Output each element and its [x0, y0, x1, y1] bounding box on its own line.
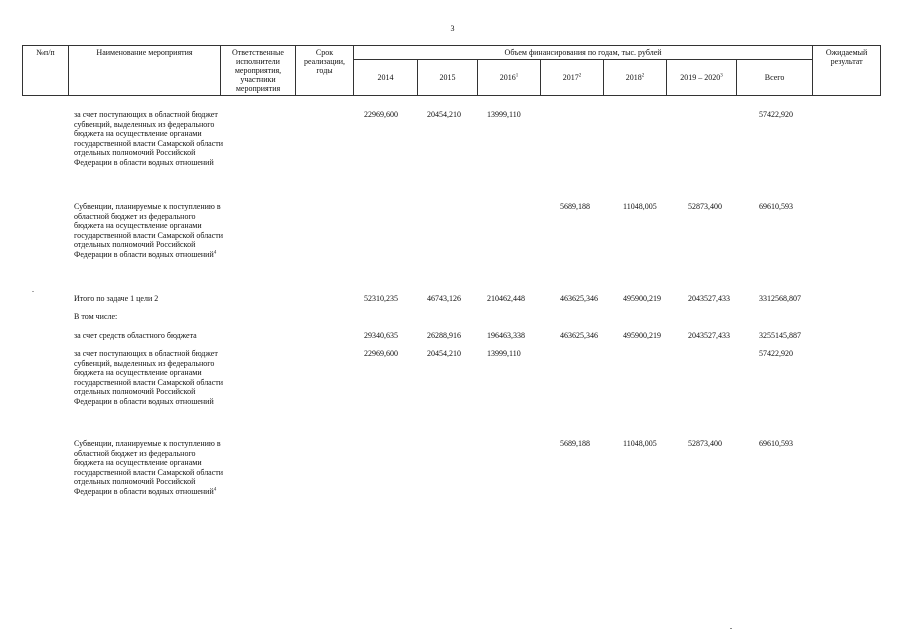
cell-2016: 210462,448	[487, 294, 525, 303]
year-2016-label: 2016	[499, 73, 516, 82]
cell-2015: 26288,916	[427, 331, 461, 340]
year-2018-label: 2018	[625, 73, 642, 82]
cell-2018: 11048,005	[623, 202, 657, 211]
header-number: №п/п	[23, 46, 69, 96]
cell-total: 57422,920	[759, 110, 793, 119]
row-description-text: Субвенции, планируемые к поступлению в областной бюджет из федерального бюджета на осуществление органами государственной власти Самарской области отдельных полномочий Российской Федерации в области водных отношений	[74, 439, 224, 496]
row-description: В том числе:	[74, 312, 118, 321]
header-funding: Объем финансирования по годам, тыс. рублей	[354, 46, 813, 60]
cell-2014: 22969,600	[364, 110, 398, 119]
cell-2018: 11048,005	[623, 439, 657, 448]
cell-2019-2020: 52873,400	[688, 439, 722, 448]
header-total: Всего	[737, 60, 813, 96]
row-description	[74, 439, 226, 496]
cell-2018: 495900,219	[623, 331, 661, 340]
header-result: Ожидаемый результат	[813, 46, 881, 96]
row-description	[74, 202, 226, 259]
row-description: за счет средств областного бюджета	[74, 331, 197, 340]
cell-2017: 463625,346	[560, 294, 598, 303]
table-header	[22, 45, 881, 96]
scan-mark	[730, 628, 732, 629]
cell-2017: 5689,188	[560, 439, 590, 448]
cell-2015: 20454,210	[427, 349, 461, 358]
year-2019-2020-footnote: 3	[720, 73, 723, 79]
header-responsible: Ответственные исполнители мероприятия, участники мероприятия	[221, 46, 296, 96]
row-description: Итого по задаче 1 цели 2	[74, 294, 159, 303]
cell-2015: 20454,210	[427, 110, 461, 119]
header-year-2016	[478, 60, 541, 96]
page-number: 3	[450, 24, 455, 33]
header-year-2018	[604, 60, 667, 96]
header-year-2014: 2014	[354, 60, 418, 96]
cell-2017: 5689,188	[560, 202, 590, 211]
header-year-2015: 2015	[418, 60, 478, 96]
row-footnote: 4	[213, 486, 217, 492]
cell-total: 3255145,887	[759, 331, 801, 340]
cell-total: 3312568,807	[759, 294, 801, 303]
cell-2019-2020: 52873,400	[688, 202, 722, 211]
cell-total: 57422,920	[759, 349, 793, 358]
row-description: за счет поступающих в областной бюджет субвенций, выделенных из федерального бюджета на осуществление органами государственной власти Самарской области отдельных полномочий Российской Федерации в области водных отношений	[74, 110, 224, 167]
cell-total: 69610,593	[759, 202, 793, 211]
year-2017-footnote: 2	[578, 73, 582, 79]
year-2018-footnote: 2	[641, 73, 645, 79]
year-2019-2020-label: 2019 – 2020	[680, 73, 721, 82]
header-name: Наименование мероприятия	[69, 46, 221, 96]
header-year-2019-2020	[667, 60, 737, 96]
cell-2019-2020: 2043527,433	[688, 294, 730, 303]
cell-2016: 13999,110	[487, 110, 521, 119]
cell-total: 69610,593	[759, 439, 793, 448]
cell-2014: 29340,635	[364, 331, 398, 340]
cell-2014: 52310,235	[364, 294, 398, 303]
header-year-2017	[541, 60, 604, 96]
cell-2015: 46743,126	[427, 294, 461, 303]
year-2016-footnote: 1	[515, 73, 519, 79]
row-description: за счет поступающих в областной бюджет субвенций, выделенных из федерального бюджета на осуществление органами государственной власти Самарской области отдельных полномочий Российской Федерации в области водных отношений	[74, 349, 224, 406]
margin-dot: .	[32, 285, 34, 294]
header-term: Срок реализации, годы	[296, 46, 354, 96]
year-2017-label: 2017	[562, 73, 579, 82]
cell-2016: 196463,338	[487, 331, 525, 340]
cell-2014: 22969,600	[364, 349, 398, 358]
cell-2016: 13999,110	[487, 349, 521, 358]
cell-2017: 463625,346	[560, 331, 598, 340]
row-description-text: Субвенции, планируемые к поступлению в областной бюджет из федерального бюджета на осуществление органами государственной власти Самарской области отдельных полномочий Российской Федерации в области водных отношений	[74, 202, 224, 259]
cell-2018: 495900,219	[623, 294, 661, 303]
row-footnote: 4	[213, 249, 217, 255]
cell-2019-2020: 2043527,433	[688, 331, 730, 340]
